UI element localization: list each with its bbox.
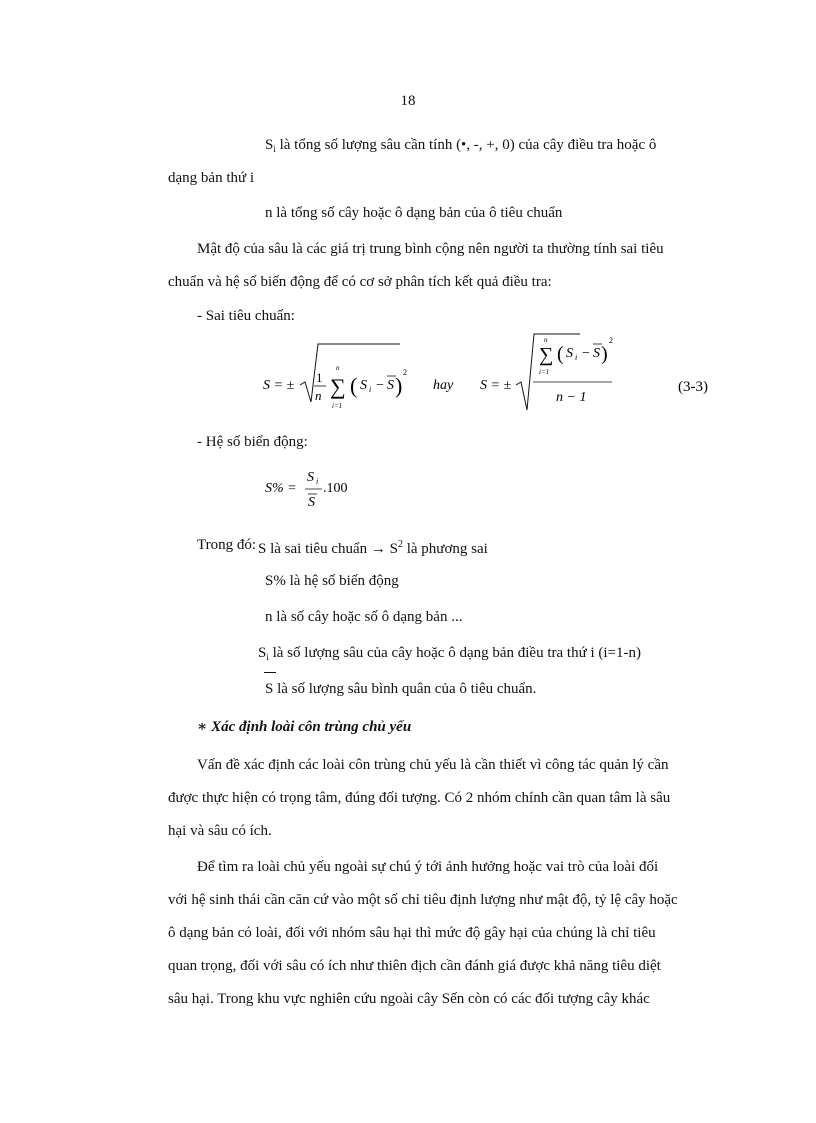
paren-close-2: ) <box>601 343 608 365</box>
si-definition-line1 <box>265 136 656 158</box>
def-s-bar-symbol <box>265 681 273 697</box>
std-dev-formula <box>0 330 816 420</box>
term-i: i <box>369 385 372 394</box>
def-s-bar <box>265 680 536 698</box>
def-si <box>258 644 641 666</box>
denominator: n − 1 <box>556 390 587 405</box>
paren-open-2: ( <box>557 343 564 365</box>
term-s-bar: S <box>387 378 394 393</box>
def-s-symbol: S <box>389 541 398 557</box>
sum-symbol: ∑ <box>330 374 346 399</box>
sum-upper: n <box>336 364 340 372</box>
def-s-bar-overline <box>264 672 276 673</box>
paragraph3-line2: với hệ sinh thái cần căn cứ vào một số chỉ tiêu định lượng như mật độ, tỷ lệ cây hoặc <box>168 892 678 908</box>
n-definition: n là tổng số cây hoặc ô dạng bản của ô tiêu chuẩn <box>265 205 563 221</box>
def-n: n là số cây hoặc số ô dạng bản ... <box>265 609 463 625</box>
paren-open: ( <box>350 373 358 398</box>
def-s-superscript: 2 <box>397 539 403 550</box>
section-heading <box>197 718 411 736</box>
paragraph3-line3: ô dạng bản có loài, đối với nhóm sâu hại thì mức độ gây hại của chúng là chỉ tiêu <box>168 925 656 941</box>
sum-lower-2: i=1 <box>539 368 550 376</box>
sum-upper-2: n <box>544 336 548 344</box>
cv-num-s: S <box>307 470 314 485</box>
def-s-bar-letter: S <box>265 681 274 697</box>
cv-tail: .100 <box>323 481 348 496</box>
formula-rhs: S = ± <box>480 378 512 393</box>
paragraph2-line2: được thực hiện có trọng tâm, đúng đối tượng. Có 2 nhóm chính cần quan tâm là sâu <box>168 790 671 806</box>
sum-lower: i=1 <box>332 402 343 410</box>
term-s-2: S <box>566 346 573 361</box>
cv-formula <box>0 463 816 513</box>
hay-word: hay <box>433 378 454 393</box>
si-subscript: i <box>273 144 276 154</box>
fraction-n: n <box>315 388 322 403</box>
cv-heading: - Hệ số biến động: <box>197 434 308 450</box>
paragraph3-line1: Để tìm ra loài chủ yếu ngoài sự chú ý tới ảnh hưởng hoặc vai trò của loài đối <box>197 859 659 875</box>
std-dev-heading: - Sai tiêu chuẩn: <box>197 308 295 324</box>
cv-lhs: S% = <box>265 481 297 496</box>
def-std-dev-text: S là sai tiêu chuẩn <box>258 541 368 557</box>
def-s-bar-text: là số lượng sâu bình quân của ô tiêu chuẩn. <box>277 681 537 697</box>
square-exp-2: 2 <box>609 336 613 345</box>
paragraph3-line5: sâu hại. Trong khu vực nghiên cứu ngoài cây Sến còn có các đối tượng cây khác <box>168 991 650 1007</box>
term-s-bar-2: S <box>593 346 600 361</box>
def-si-text: là số lượng sâu của cây hoặc ô dạng bản điều tra thứ i (i=1-n) <box>272 645 641 661</box>
asterisk-bullet-icon: ∗ <box>197 719 208 735</box>
sum-symbol-2: ∑ <box>539 344 554 366</box>
def-variance-text: là phương sai <box>406 541 488 557</box>
def-si-subscript: i <box>266 652 269 662</box>
def-std-dev <box>258 536 488 558</box>
formula-lhs: S = ± <box>263 378 295 393</box>
si-definition-line2: dạng bản thứ i <box>168 170 255 186</box>
term-i-2: i <box>575 353 578 362</box>
paragraph1-line1: Mật độ của sâu là các giá trị trung bình cộng nên người ta thường tính sai tiêu <box>197 241 664 257</box>
cv-num-i: i <box>316 477 319 486</box>
page-number: 18 <box>400 93 416 109</box>
paragraph1-line2: chuẩn và hệ số biến động để có cơ sở phân tích kết quả điều tra: <box>168 274 552 290</box>
term-minus: − <box>376 378 384 393</box>
fraction-one: 1 <box>316 370 323 385</box>
si-definition-text: là tổng số lượng sâu cần tính (•, -, +, 0) của cây điều tra hoặc ô <box>279 137 657 153</box>
si-symbol: S <box>265 137 274 153</box>
def-si-symbol: S <box>258 645 267 661</box>
term-minus-2: − <box>582 346 590 361</box>
square-exp: 2 <box>403 368 407 377</box>
paragraph2-line1: Vấn đề xác định các loài côn trùng chủ yếu là cần thiết vì công tác quản lý cần <box>197 757 669 773</box>
section-heading-text: Xác định loài côn trùng chủ yếu <box>211 719 412 735</box>
equation-number: (3-3) <box>678 379 708 395</box>
paren-close: ) <box>395 373 403 398</box>
def-cv: S% là hệ số biến động <box>265 573 399 589</box>
where-label: Trong đó: <box>197 537 257 553</box>
paragraph2-line3: hại và sâu có ích. <box>168 823 272 839</box>
paragraph3-line4: quan trọng, đối với sâu có ích như thiên địch cần đánh giá được khả năng tiêu diệt <box>168 958 661 974</box>
arrow-icon: → <box>370 541 386 557</box>
cv-den: S <box>308 495 315 510</box>
term-s: S <box>360 378 367 393</box>
